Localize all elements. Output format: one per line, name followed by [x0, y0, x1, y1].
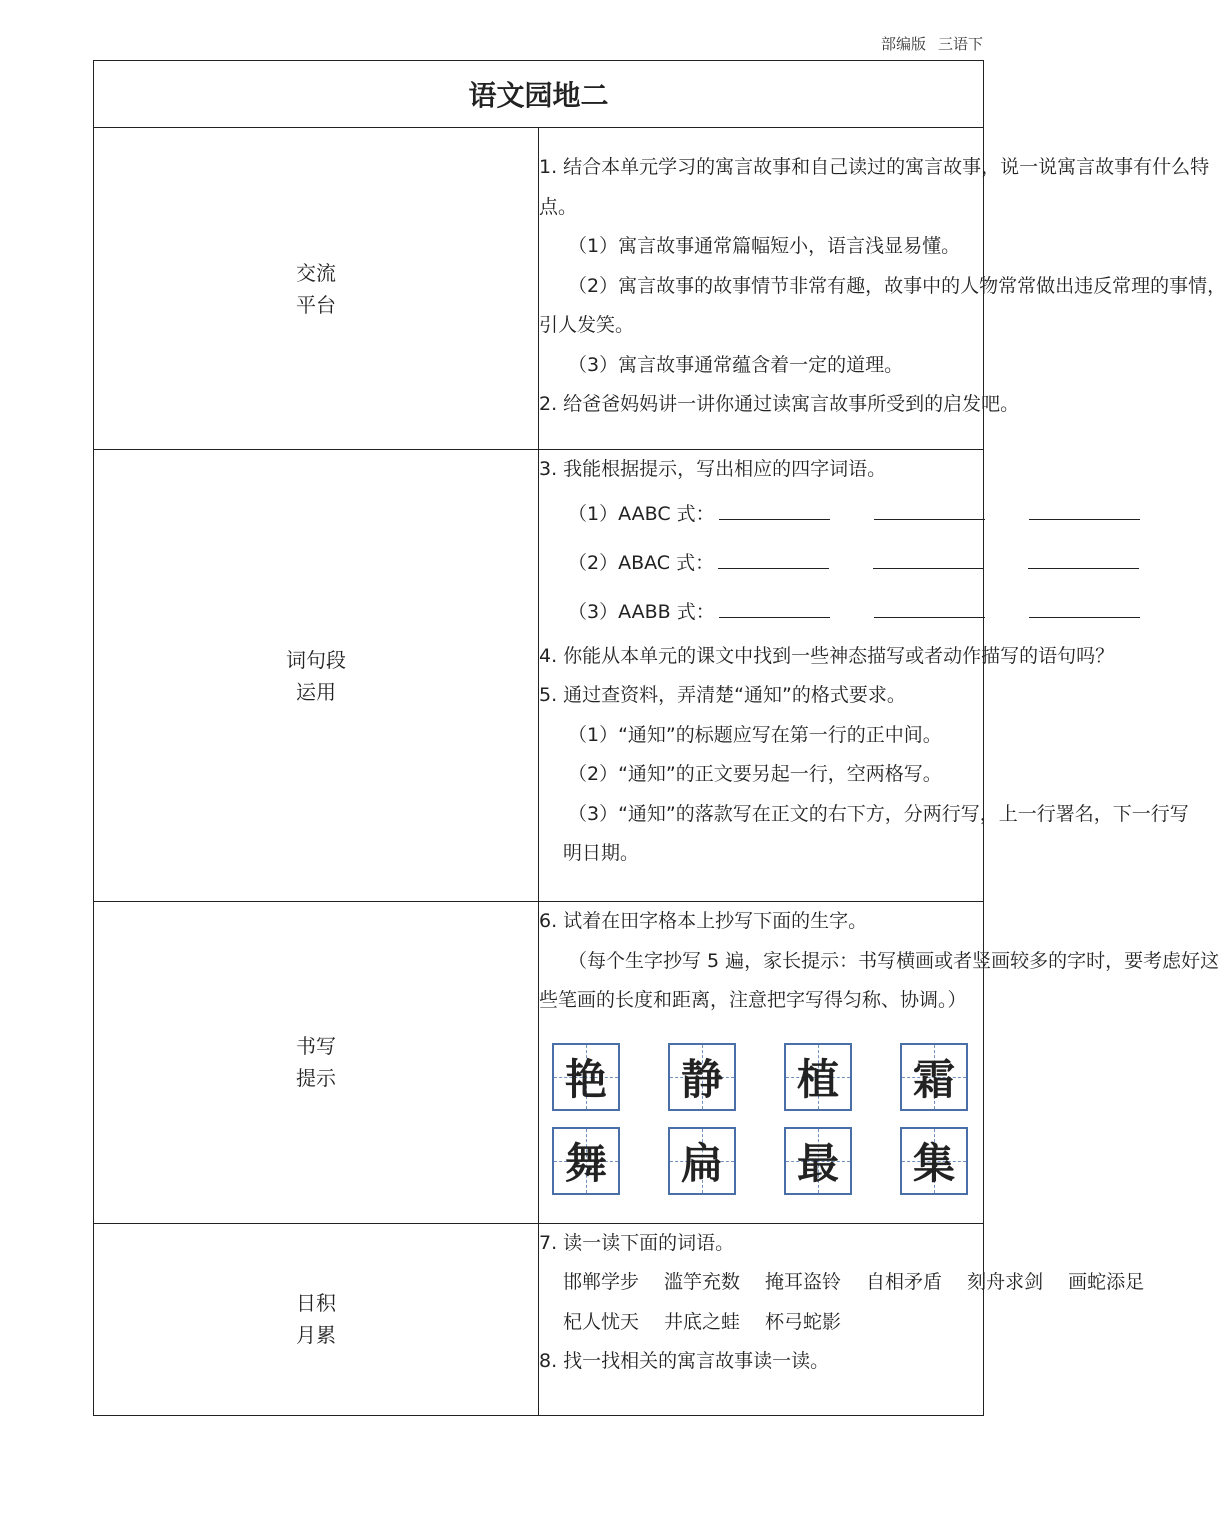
- notice-point-1: （1）“通知”的标题应写在第一行的正中间。: [568, 723, 942, 746]
- idiom: 画蛇添足: [1068, 1271, 1145, 1293]
- question-1: 1. 结合本单元学习的寓言故事和自己读过的寓言故事，说一说寓言故事有什么特: [539, 156, 1210, 178]
- section-label-accumulate: 日积 月累: [94, 1223, 539, 1415]
- question-6: 6. 试着在田字格本上抄写下面的生字。: [539, 910, 868, 932]
- point-1: （1）寓言故事通常篇幅短小，语言浅显易懂。: [568, 235, 961, 257]
- character-grid: [539, 1043, 983, 1195]
- idiom: 杯弓蛇影: [765, 1310, 842, 1333]
- section-label-exchange: 交流 平台: [94, 128, 539, 450]
- answer-blank[interactable]: [873, 546, 984, 569]
- writing-note: （每个生字抄写 5 遍，家长提示：书写横画或者竖画较多的字时，要考虑好这: [568, 949, 1220, 972]
- question-2: 2. 给爸爸妈妈讲一讲你通过读寓言故事所受到的启发吧。: [539, 393, 1020, 415]
- fill-row-aabb: （3）AABB 式：: [539, 588, 983, 637]
- worksheet-table: [93, 60, 1226, 1416]
- answer-blank[interactable]: [1029, 497, 1140, 520]
- question-4: 4. 你能从本单元的课文中找到一些神态描写或者动作描写的语句吗？: [539, 644, 1115, 667]
- idiom: 邯郸学步: [563, 1271, 640, 1293]
- tianzige-cell: 植: [784, 1043, 852, 1111]
- answer-blank[interactable]: [1028, 546, 1139, 569]
- tianzige-cell: 扁: [668, 1127, 736, 1195]
- answer-blank[interactable]: [1029, 595, 1140, 618]
- notice-point-2: （2）“通知”的正文要另起一行，空两格写。: [568, 763, 942, 785]
- fill-row-abac: （2）ABAC 式：: [539, 539, 983, 588]
- idiom: 滥竽充数: [664, 1271, 741, 1293]
- idiom: 自相矛盾: [866, 1271, 943, 1293]
- question-7: 7. 读一读下面的词语。: [539, 1231, 735, 1254]
- idiom: 掩耳盗铃: [765, 1271, 842, 1293]
- page-header: [881, 33, 983, 54]
- tianzige-cell: 集: [900, 1127, 968, 1195]
- notice-point-3: （3）“通知”的落款写在正文的右下方，分两行写，上一行署名，下一行写: [568, 802, 1189, 825]
- tianzige-cell: 艳: [552, 1043, 620, 1111]
- answer-blank[interactable]: [874, 497, 985, 520]
- edition-label: 部编版: [880, 35, 926, 53]
- question-5: 5. 通过查资料，弄清楚“通知”的格式要求。: [539, 684, 906, 706]
- section-label-words: 词句段 运用: [94, 450, 539, 902]
- tianzige-cell: 霜: [900, 1043, 968, 1111]
- tianzige-cell: 静: [668, 1043, 736, 1111]
- book-label: 三语下: [937, 35, 983, 53]
- idiom: 杞人忧天: [563, 1310, 640, 1333]
- idiom-row-2: [539, 1303, 983, 1343]
- point-3: （3）寓言故事通常蕴含着一定的道理。: [568, 353, 904, 376]
- section-accumulate-content: [539, 1223, 1145, 1415]
- section-label-writing: 书写 提示: [94, 902, 539, 1224]
- page-title: 语文园地二: [94, 61, 984, 128]
- answer-blank[interactable]: [719, 497, 830, 520]
- question-8: 8. 找一找相关的寓言故事读一读。: [539, 1350, 830, 1372]
- idiom: 刻舟求剑: [967, 1271, 1044, 1293]
- tianzige-cell: 舞: [552, 1127, 620, 1195]
- fill-row-aabc: （1）AABC 式：: [539, 490, 983, 539]
- tianzige-cell: 最: [784, 1127, 852, 1195]
- question-3: 3. 我能根据提示，写出相应的四字词语。: [539, 458, 887, 480]
- idiom: 井底之蛙: [664, 1310, 741, 1333]
- answer-blank[interactable]: [874, 595, 985, 618]
- point-2: （2）寓言故事的故事情节非常有趣，故事中的人物常常做出违反常理的事情，: [568, 274, 1226, 297]
- idiom-row-1: [539, 1263, 1145, 1303]
- section-words-content: 3. 我能根据提示，写出相应的四字词语。 （1）AABC 式： （2）ABAC 式： （3）AABB 式： 4. 你能从本单元的课文中找到一些神态描写或者动作描写的语句吗？ 5. 通过查资料，弄清楚“通知”的格式要求。 （1）“通知”的标题应写在第一行的正中间。 （2）“通知”的正文要另起一行，空两格写。 （3）“通知”的落款写在正文的右下方，分两行写，上一行署名，下一行写 明日期。: [539, 450, 984, 902]
- answer-blank[interactable]: [719, 595, 830, 618]
- answer-blank[interactable]: [718, 546, 829, 569]
- section-writing-content: 6. 试着在田字格本上抄写下面的生字。 （每个生字抄写 5 遍，家长提示：书写横画或者竖画较多的字时，要考虑好这 些笔画的长度和距离，注意把字写得匀称、协调。） 艳 静 植 霜 舞 扁 最 集: [539, 902, 984, 1224]
- section-exchange-content: 1. 结合本单元学习的寓言故事和自己读过的寓言故事，说一说寓言故事有什么特 点。 （1）寓言故事通常篇幅短小，语言浅显易懂。 （2）寓言故事的故事情节非常有趣，故事中的人物常常做出违反常理的事情， 引人发笑。 （3）寓言故事通常蕴含着一定的道理。 2. 给爸爸妈妈讲一讲你通过读寓言故事所受到的启发吧。: [539, 128, 984, 450]
